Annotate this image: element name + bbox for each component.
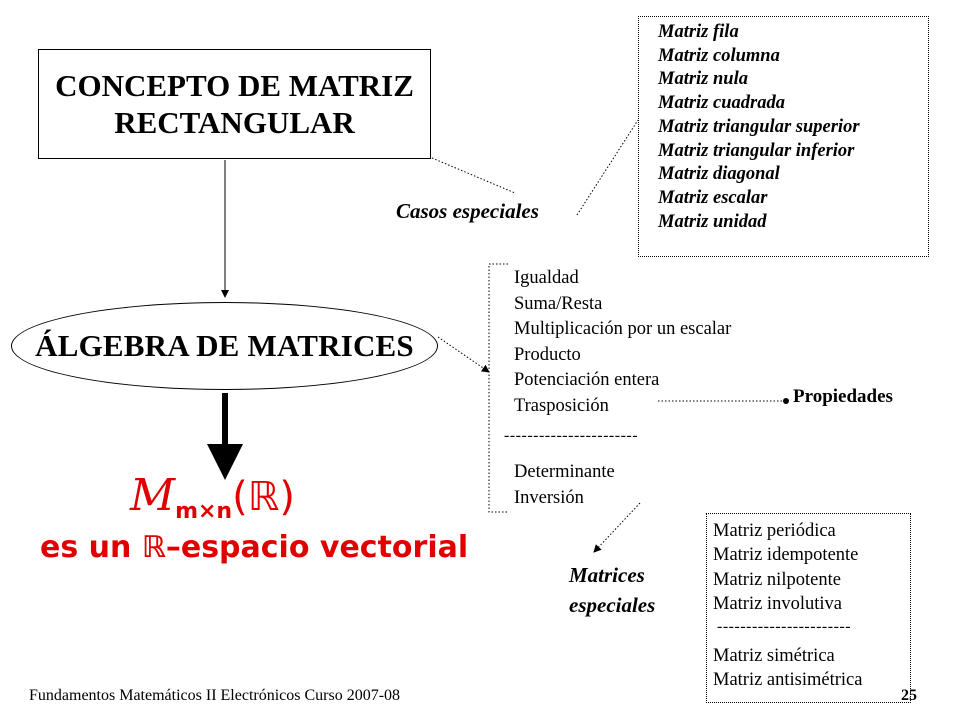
concept-line1: CONCEPTO DE MATRIZ [55, 68, 414, 103]
footer-text: Fundamentos Matemáticos II Electrónicos Curso 2007-08 [29, 687, 401, 704]
especial-item: Matriz idempotente [713, 545, 859, 566]
casos-item: Matriz triangular superior [658, 116, 860, 137]
operation-item: Igualdad [514, 268, 579, 288]
dotted-algebra-to-ops [438, 337, 489, 372]
dotted-concept-to-casos [432, 158, 515, 193]
title-subscript: m×n [175, 499, 233, 525]
casos-item: Matriz escalar [658, 187, 768, 208]
operation-item: Potenciación entera [514, 370, 660, 390]
vector-space-subtitle: es un ℝ–espacio vectorial [40, 530, 469, 565]
casos-item: Matriz fila [658, 22, 739, 42]
operation-item: Determinante [514, 462, 615, 482]
concept-box [38, 49, 431, 159]
operation-item: Inversión [514, 487, 584, 508]
casos-label: Casos especiales [396, 199, 539, 223]
vector-space-title [130, 470, 295, 524]
dotted-casos-to-box [577, 120, 638, 215]
especiales-list-2 [713, 644, 862, 693]
title-set: (ℝ) [232, 474, 295, 520]
operation-item: Suma/Resta [514, 293, 603, 314]
page-number: 25 [901, 687, 917, 704]
casos-item: Matriz columna [658, 45, 780, 66]
especial-item: Matriz nilpotente [713, 569, 841, 590]
especiales-label-line1: Matrices [569, 563, 645, 587]
especial-item: Matriz simétrica [713, 646, 835, 666]
algebra-label: ÁLGEBRA DE MATRICES [35, 328, 414, 363]
especiales-label-line2: especiales [569, 593, 656, 617]
especial-item: Matriz antisimétrica [713, 670, 863, 691]
casos-item: Matriz nula [658, 69, 748, 90]
propiedades-label: Propiedades [793, 386, 893, 407]
ops-bracket [489, 264, 508, 512]
operations-separator: ----------------------- [504, 427, 639, 444]
casos-item: Matriz cuadrada [658, 93, 785, 114]
casos-item: Matriz diagonal [658, 164, 780, 185]
especial-item: Matriz involutiva [713, 593, 842, 614]
propiedades-dot [783, 398, 789, 404]
especiales-label [569, 560, 655, 620]
especial-item: Matriz periódica [713, 521, 836, 541]
casos-item: Matriz unidad [658, 211, 767, 232]
script-m: M [130, 470, 176, 521]
concept-line2: RECTANGULAR [114, 105, 355, 140]
algebra-ellipse [11, 302, 438, 390]
casos-item: Matriz triangular inferior [658, 140, 855, 161]
operation-item: Multiplicación por un escalar [514, 319, 732, 339]
especiales-list [713, 519, 858, 616]
especiales-separator: ----------------------- [717, 618, 852, 635]
operations-list [514, 266, 731, 419]
operations-list-2 [514, 460, 615, 511]
operation-item: Producto [514, 344, 581, 365]
operation-item: Trasposición [514, 395, 609, 416]
casos-list [658, 21, 860, 234]
